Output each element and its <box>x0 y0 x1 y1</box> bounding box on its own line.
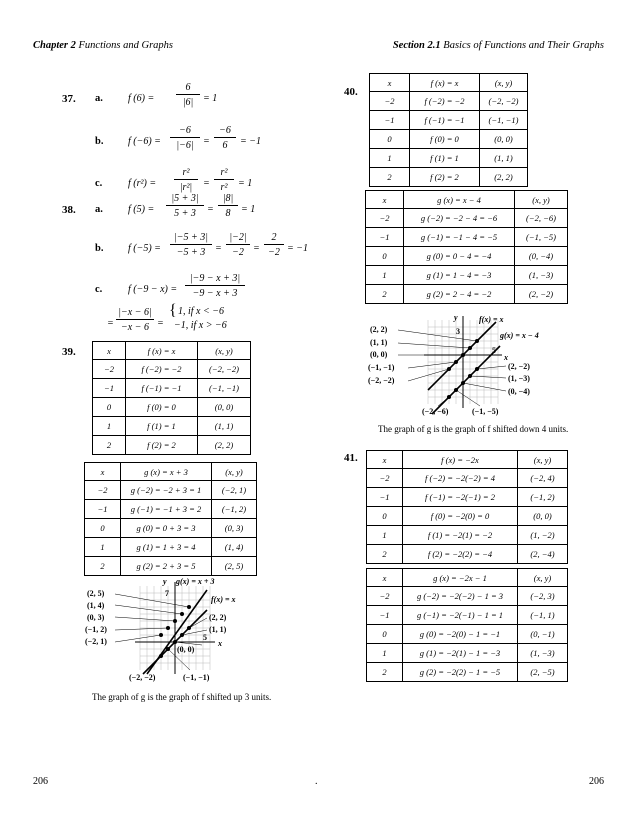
table-cell: (−2, −6) <box>515 209 568 228</box>
fraction-bar <box>176 94 200 95</box>
p37-c-f1-den: |r²| <box>179 182 193 193</box>
p38-c-f2-num: |−x − 6| <box>118 307 152 318</box>
table-header-cell: g (x) = x − 4 <box>404 191 515 209</box>
table-cell: (1, −2) <box>518 526 568 545</box>
p38-b-f2-num: |−2| <box>229 232 247 243</box>
point-label: (−2, −2) <box>368 376 395 385</box>
fraction-bar <box>116 319 154 320</box>
p41-table-f <box>366 450 568 564</box>
table-cell: g (−1) = −1 + 3 = 2 <box>121 500 212 519</box>
problem-40-number: 40. <box>344 86 358 98</box>
table-header-cell: (x, y) <box>518 569 568 587</box>
table-cell: f (−1) = −1 <box>410 111 480 130</box>
point-label: (2, 2) <box>370 325 388 334</box>
p37-c-label: c. <box>95 178 103 189</box>
point-label: (0, 0) <box>370 350 388 359</box>
table-cell: 2 <box>370 168 410 187</box>
table-row <box>85 538 257 557</box>
table-cell: (2, −5) <box>518 663 568 682</box>
table-cell: g (0) = −2(0) − 1 = −1 <box>403 625 518 644</box>
table-row <box>367 587 568 606</box>
p37-a-frac-den: |6| <box>182 97 194 108</box>
table-row <box>93 398 251 417</box>
table-cell: g (1) = −2(1) − 1 = −3 <box>403 644 518 663</box>
table-row <box>367 545 568 564</box>
table-cell: 1 <box>367 644 403 663</box>
point-label: (−1, −1) <box>368 363 395 372</box>
table-row <box>367 606 568 625</box>
table-cell: f (0) = 0 <box>410 130 480 149</box>
p38-b-eq1: = <box>215 243 222 254</box>
table-header-cell: g (x) = x + 3 <box>121 463 212 481</box>
point-label: (−2, −6) <box>422 407 449 416</box>
y-axis-label: y <box>454 314 458 322</box>
table-cell: (1, 1) <box>198 417 251 436</box>
table-header-cell: (x, y) <box>212 463 257 481</box>
table-header-cell: (x, y) <box>515 191 568 209</box>
table-cell: 1 <box>85 538 121 557</box>
p37-b-f1-den: |−6| <box>176 140 194 151</box>
point-label: (1, 1) <box>209 625 227 634</box>
table-cell: f (−2) = −2 <box>126 360 198 379</box>
table-cell: 0 <box>366 247 404 266</box>
fraction-bar <box>185 285 245 286</box>
table-cell: 2 <box>367 663 403 682</box>
table-cell: g (−2) = −2 + 3 = 1 <box>121 481 212 500</box>
p37-a-rhs: = 1 <box>203 93 218 104</box>
p39-table-f <box>92 341 251 455</box>
table-cell: f (0) = −2(0) = 0 <box>403 507 518 526</box>
problem-41-number: 41. <box>344 452 358 464</box>
point-label: (−1, 2) <box>85 625 107 634</box>
fraction-bar <box>218 205 238 206</box>
p38-a-eq: = <box>207 204 214 215</box>
table-header-row <box>85 463 257 481</box>
p38-c-lhs: f (−9 − x) = <box>128 284 178 295</box>
p38-a-f1-num: |5 + 3| <box>171 193 199 204</box>
section-number: Section 2.1 <box>392 40 441 51</box>
p38-c-line2-eq: = <box>107 318 114 329</box>
p38-c-f1-den: −9 − x + 3 <box>192 288 238 299</box>
p38-c-case2: −1, if x > −6 <box>174 320 227 331</box>
p38-b-label: b. <box>95 243 104 254</box>
chapter-title: Functions and Graphs <box>78 40 174 51</box>
table-cell: −2 <box>370 92 410 111</box>
problem-37-number: 37. <box>62 93 76 105</box>
p38-a-f2-num: |8| <box>222 193 234 204</box>
p37-b-label: b. <box>95 136 104 147</box>
table-header-cell: (x, y) <box>480 74 528 92</box>
table-cell: g (0) = 0 − 4 = −4 <box>404 247 515 266</box>
fraction-bar <box>170 244 212 245</box>
table-cell: (2, −2) <box>515 285 568 304</box>
p39-table-g <box>84 462 257 576</box>
p38-a-f1-den: 5 + 3 <box>174 208 196 219</box>
table-cell: f (−2) = −2(−2) = 4 <box>403 469 518 488</box>
table-header-row <box>367 569 568 587</box>
fraction-bar <box>214 179 234 180</box>
p37-b-lhs: f (−6) = <box>128 136 161 147</box>
p37-c-f2-den: r² <box>220 182 228 193</box>
table-cell: −1 <box>366 228 404 247</box>
table-row <box>367 526 568 545</box>
table-cell: (0, 0) <box>198 398 251 417</box>
p40-graph <box>368 314 568 418</box>
table-cell: 0 <box>367 507 403 526</box>
p39-caption: The graph of g is the graph of f shifted up 3 units. <box>92 692 272 702</box>
fraction-bar <box>264 244 284 245</box>
p41-table-g <box>366 568 568 682</box>
table-cell: −1 <box>85 500 121 519</box>
table-cell: 1 <box>366 266 404 285</box>
point-label: (1, 4) <box>87 601 105 610</box>
table-cell: −2 <box>367 469 403 488</box>
p38-c-case1: 1, if x < −6 <box>178 306 224 317</box>
brace-icon: { <box>169 302 177 319</box>
point-label: (2, 2) <box>209 613 227 622</box>
table-header-cell: g (x) = −2x − 1 <box>403 569 518 587</box>
table-row <box>93 436 251 455</box>
table-cell: g (0) = 0 + 3 = 3 <box>121 519 212 538</box>
section-header <box>393 40 604 51</box>
table-cell: (0, 0) <box>480 130 528 149</box>
table-header-cell: x <box>85 463 121 481</box>
problem-38-number: 38. <box>62 204 76 216</box>
table-cell: (1, −3) <box>515 266 568 285</box>
p38-c-line2-mid: = <box>157 318 164 329</box>
table-cell: (0, 3) <box>212 519 257 538</box>
point-label: (−2, −2) <box>129 673 156 682</box>
point-label: (0, 0) <box>177 645 195 654</box>
table-row <box>367 488 568 507</box>
f-function-label: f(x) = x <box>211 595 236 604</box>
table-cell: (0, −1) <box>518 625 568 644</box>
table-row <box>367 625 568 644</box>
table-row <box>366 209 568 228</box>
p38-a-label: a. <box>95 204 103 215</box>
table-cell: f (2) = 2 <box>410 168 480 187</box>
p38-c-label: c. <box>95 284 103 295</box>
table-header-row <box>366 191 568 209</box>
table-row <box>366 266 568 285</box>
fraction-bar <box>226 244 250 245</box>
table-cell: (−2, −2) <box>198 360 251 379</box>
table-header-cell: x <box>93 342 126 360</box>
chapter-header <box>33 40 173 51</box>
table-cell: (−2, 1) <box>212 481 257 500</box>
y-tick-label: 3 <box>456 327 460 336</box>
table-cell: 0 <box>93 398 126 417</box>
table-cell: −1 <box>370 111 410 130</box>
g-function-label: g(x) = x − 4 <box>500 331 539 340</box>
table-cell: 2 <box>367 545 403 564</box>
table-cell: 0 <box>85 519 121 538</box>
p38-a-f2-den: 8 <box>225 208 231 219</box>
table-cell: g (2) = 2 + 3 = 5 <box>121 557 212 576</box>
p40-caption: The graph of g is the graph of f shifted down 4 units. <box>378 424 569 434</box>
point-label: (2, −2) <box>508 362 530 371</box>
table-header-cell: x <box>366 191 404 209</box>
table-cell: 0 <box>370 130 410 149</box>
table-cell: (−2, 3) <box>518 587 568 606</box>
table-header-cell: x <box>370 74 410 92</box>
table-row <box>367 469 568 488</box>
table-row <box>85 481 257 500</box>
p37-b-rhs: = −1 <box>240 136 261 147</box>
p37-a-frac-num: 6 <box>185 82 191 93</box>
table-row <box>85 519 257 538</box>
p37-c-eq: = <box>203 178 210 189</box>
table-cell: (2, 2) <box>480 168 528 187</box>
table-row <box>93 417 251 436</box>
table-cell: −2 <box>85 481 121 500</box>
x-axis-label: x <box>218 639 222 648</box>
fraction-bar <box>170 137 200 138</box>
table-cell: −2 <box>93 360 126 379</box>
x-tick-label: 5 <box>203 633 207 642</box>
p38-a-lhs: f (5) = <box>128 204 155 215</box>
table-cell: f (1) = −2(1) = −2 <box>403 526 518 545</box>
table-header-cell: x <box>367 451 403 469</box>
table-cell: f (−1) = −1 <box>126 379 198 398</box>
table-cell: g (2) = 2 − 4 = −2 <box>404 285 515 304</box>
g-function-label: g(x) = x + 3 <box>176 577 215 586</box>
point-label: (−1, −1) <box>183 673 210 682</box>
point-label: (−1, −5) <box>472 407 499 416</box>
footer-page-right: 206 <box>589 776 604 787</box>
table-cell: g (−2) = −2 − 4 = −6 <box>404 209 515 228</box>
table-cell: (0, −4) <box>515 247 568 266</box>
p37-a-lhs: f (6) = <box>128 93 155 104</box>
table-header-cell: f (x) = −2x <box>403 451 518 469</box>
table-header-row <box>370 74 528 92</box>
x-axis-label: x <box>504 353 508 362</box>
p37-b-eq: = <box>203 136 210 147</box>
p37-c-f2-num: r² <box>220 167 228 178</box>
table-cell: (2, −4) <box>518 545 568 564</box>
table-row <box>370 168 528 187</box>
table-cell: (−1, 2) <box>518 488 568 507</box>
table-header-cell: (x, y) <box>518 451 568 469</box>
table-header-cell: f (x) = x <box>126 342 198 360</box>
table-header-row <box>93 342 251 360</box>
p38-b-f1-den: −5 + 3 <box>176 247 206 258</box>
problem-39-number: 39. <box>62 346 76 358</box>
table-cell: 1 <box>367 526 403 545</box>
table-row <box>370 111 528 130</box>
table-cell: f (1) = 1 <box>126 417 198 436</box>
table-cell: (2, 2) <box>198 436 251 455</box>
table-cell: f (−2) = −2 <box>410 92 480 111</box>
p38-c-f1-num: |−9 − x + 3| <box>189 273 241 284</box>
p37-c-f1-num: r² <box>182 167 190 178</box>
table-row <box>367 663 568 682</box>
x-tick-label: 5 <box>492 346 496 355</box>
p38-b-f3-num: 2 <box>271 232 277 243</box>
table-cell: (1, 1) <box>480 149 528 168</box>
table-header-cell: (x, y) <box>198 342 251 360</box>
point-label: (0, −4) <box>508 387 530 396</box>
table-cell: (−1, 1) <box>518 606 568 625</box>
p38-b-f1-num: |−5 + 3| <box>174 232 208 243</box>
table-cell: (2, 5) <box>212 557 257 576</box>
y-axis-label: y <box>163 577 167 586</box>
table-cell: −2 <box>367 587 403 606</box>
table-row <box>366 247 568 266</box>
p38-b-f3-den: −2 <box>268 247 280 258</box>
table-cell: −2 <box>366 209 404 228</box>
point-label: (1, 1) <box>370 338 388 347</box>
y-tick-label: 7 <box>165 589 169 598</box>
table-row <box>366 285 568 304</box>
p38-b-rhs: = −1 <box>287 243 308 254</box>
table-cell: (1, 4) <box>212 538 257 557</box>
fraction-bar <box>166 205 204 206</box>
fraction-bar <box>214 137 236 138</box>
table-cell: g (1) = 1 + 3 = 4 <box>121 538 212 557</box>
table-cell: −1 <box>93 379 126 398</box>
p37-b-f1-num: −6 <box>179 125 191 136</box>
table-cell: g (1) = 1 − 4 = −3 <box>404 266 515 285</box>
table-cell: 2 <box>93 436 126 455</box>
table-header-cell: f (x) = x <box>410 74 480 92</box>
footer-page-left: 206 <box>33 776 48 787</box>
table-cell: g (−2) = −2(−2) − 1 = 3 <box>403 587 518 606</box>
p38-b-lhs: f (−5) = <box>128 243 161 254</box>
p37-b-f2-den: 6 <box>222 140 228 151</box>
table-cell: f (−1) = −2(−1) = 2 <box>403 488 518 507</box>
table-cell: −1 <box>367 606 403 625</box>
table-cell: 0 <box>367 625 403 644</box>
p40-table-g <box>365 190 568 304</box>
footer-center: . <box>315 776 318 787</box>
table-row <box>367 644 568 663</box>
table-row <box>370 130 528 149</box>
table-row <box>370 92 528 111</box>
table-cell: (−1, −5) <box>515 228 568 247</box>
table-cell: 2 <box>85 557 121 576</box>
point-label: (−2, 1) <box>85 637 107 646</box>
table-cell: −1 <box>367 488 403 507</box>
p40-table-f <box>369 73 528 187</box>
section-title: Basics of Functions and Their Graphs <box>443 40 604 51</box>
point-label: (1, −3) <box>508 374 530 383</box>
table-row <box>93 360 251 379</box>
table-cell: (1, −3) <box>518 644 568 663</box>
table-cell: f (0) = 0 <box>126 398 198 417</box>
table-cell: g (−1) = −2(−1) − 1 = 1 <box>403 606 518 625</box>
table-cell: (−2, 4) <box>518 469 568 488</box>
table-cell: f (2) = 2 <box>126 436 198 455</box>
table-cell: (−2, −2) <box>480 92 528 111</box>
p37-b-f2-num: −6 <box>219 125 231 136</box>
table-row <box>93 379 251 398</box>
p38-b-f2-den: −2 <box>232 247 244 258</box>
table-row <box>370 149 528 168</box>
table-cell: f (2) = −2(2) = −4 <box>403 545 518 564</box>
table-cell: 1 <box>370 149 410 168</box>
p39-graph <box>85 574 265 686</box>
table-row <box>85 500 257 519</box>
table-cell: (−1, −1) <box>198 379 251 398</box>
table-row <box>366 228 568 247</box>
f-function-label: f(x) = x <box>479 315 504 324</box>
table-cell: 1 <box>93 417 126 436</box>
p37-a-label: a. <box>95 93 103 104</box>
table-header-row <box>367 451 568 469</box>
p38-c-f2-den: −x − 6 <box>121 322 149 333</box>
table-cell: 2 <box>366 285 404 304</box>
table-header-cell: x <box>367 569 403 587</box>
point-label: (0, 3) <box>87 613 105 622</box>
table-cell: f (1) = 1 <box>410 149 480 168</box>
fraction-bar <box>174 179 198 180</box>
p37-c-rhs: = 1 <box>238 178 253 189</box>
table-cell: (−1, −1) <box>480 111 528 130</box>
table-cell: g (2) = −2(2) − 1 = −5 <box>403 663 518 682</box>
chapter-number: Chapter 2 <box>33 40 76 51</box>
table-row <box>85 557 257 576</box>
table-cell: (0, 0) <box>518 507 568 526</box>
point-label: (2, 5) <box>87 589 105 598</box>
p38-b-eq2: = <box>253 243 260 254</box>
table-row <box>367 507 568 526</box>
table-cell: g (−1) = −1 − 4 = −5 <box>404 228 515 247</box>
p38-a-rhs: = 1 <box>241 204 256 215</box>
p37-c-lhs: f (r²) = <box>128 178 157 189</box>
table-cell: (−1, 2) <box>212 500 257 519</box>
